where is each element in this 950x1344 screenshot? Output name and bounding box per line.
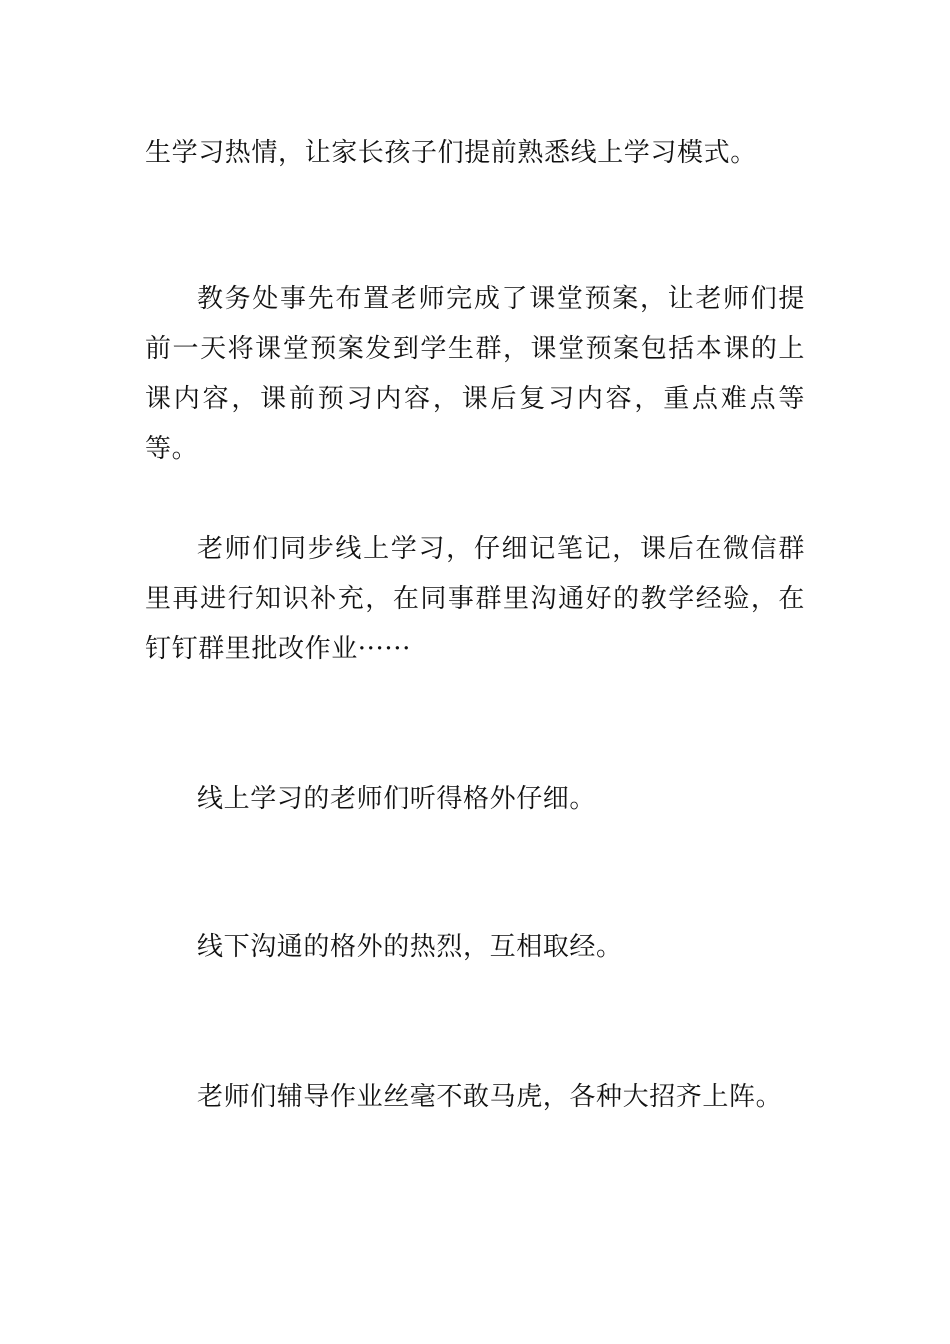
paragraph-homework-tutoring: 老师们辅导作业丝毫不敢马虎，各种大招齐上阵。 — [197, 1082, 783, 1112]
paragraph-listening: 线上学习的老师们听得格外仔细。 — [197, 784, 597, 814]
paragraph-online-study: 老师们同步线上学习，仔细记笔记，课后在微信群里再进行知识补充，在同事群里沟通好的教学经验，在钉钉群里批改作业······ — [145, 534, 805, 664]
paragraph-lesson-plan: 教务处事先布置老师完成了课堂预案，让老师们提前一天将课堂预案发到学生群，课堂预案包括本课的上课内容，课前预习内容，课后复习内容，重点难点等等。 — [145, 284, 805, 464]
paragraph-continuation: 生学习热情，让家长孩子们提前熟悉线上学习模式。 — [145, 138, 757, 168]
paragraph-communication: 线下沟通的格外的热烈，互相取经。 — [197, 932, 623, 962]
